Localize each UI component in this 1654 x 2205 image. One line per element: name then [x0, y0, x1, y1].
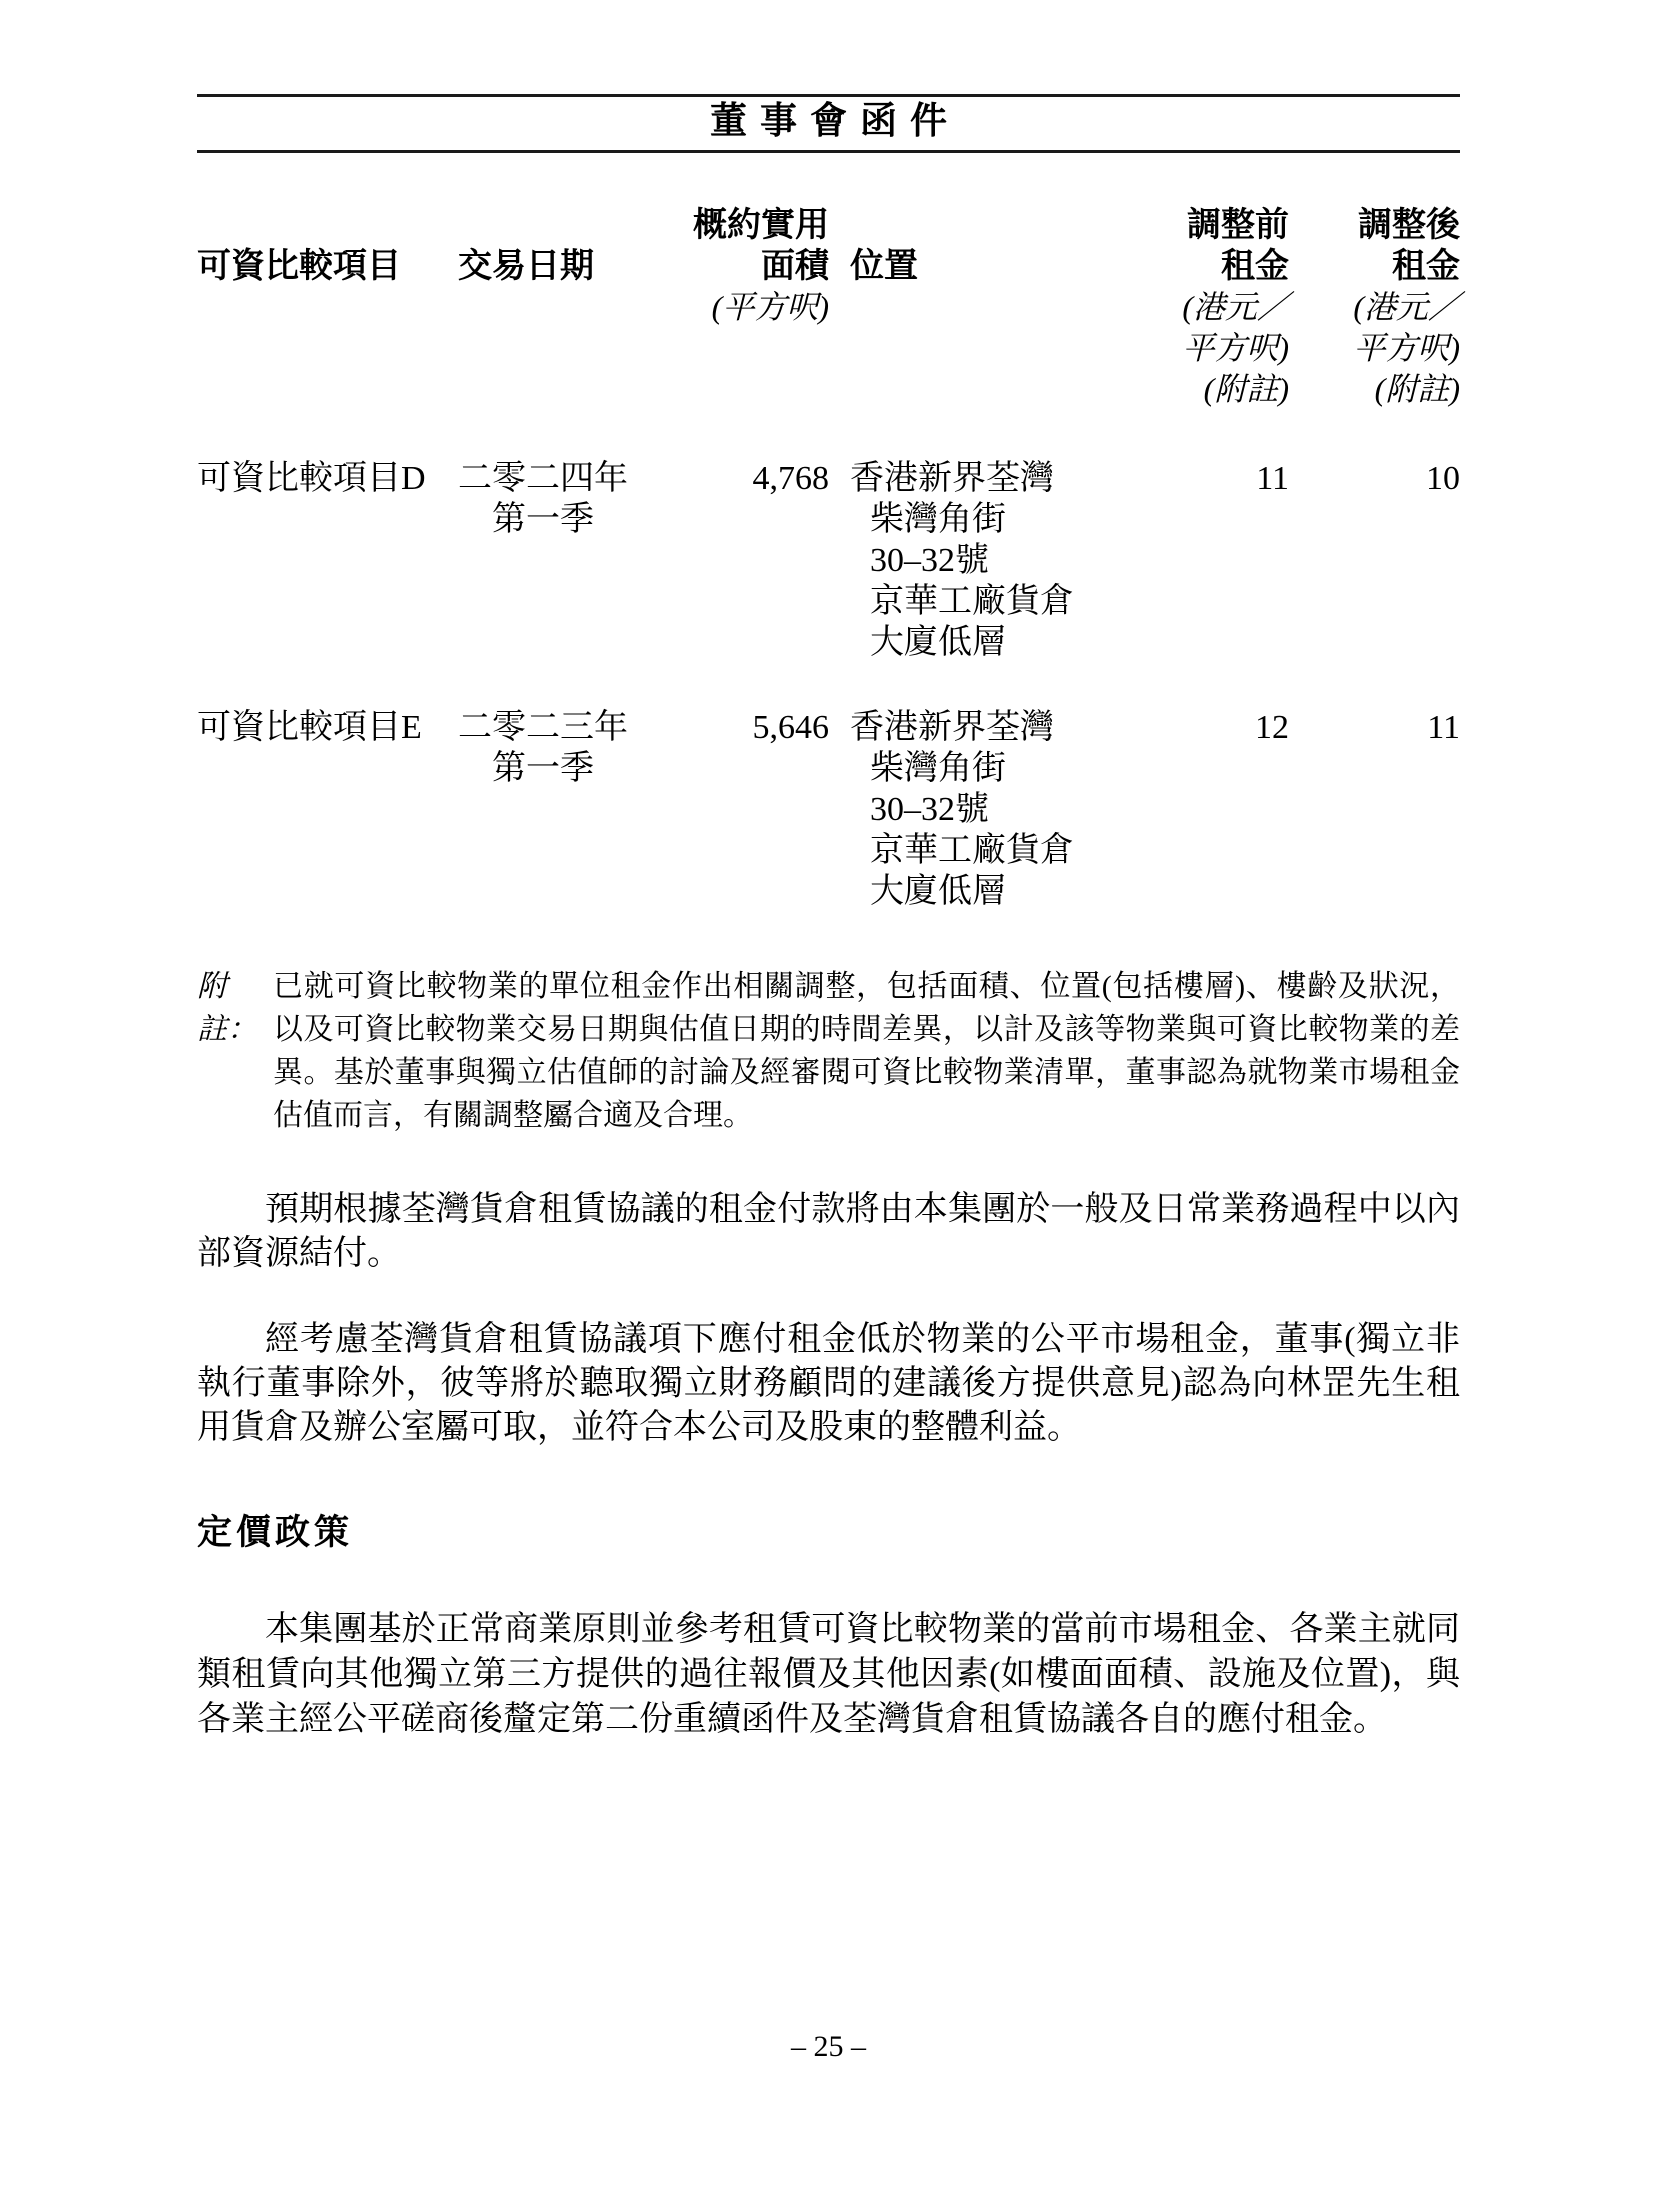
table-row	[197, 707, 1460, 912]
cell-rent-after: 10	[1426, 460, 1460, 497]
note-block	[197, 965, 1460, 1137]
header-item: 可資比較項目	[197, 248, 401, 285]
header-date: 交易日期	[458, 248, 594, 285]
cell-area: 5,646	[752, 709, 829, 746]
note-label: 附註：	[197, 970, 257, 1046]
page-title: 董事會函件	[710, 101, 960, 142]
cell-area: 4,768	[752, 460, 829, 497]
paragraph: 經考慮荃灣貨倉租賃協議項下應付租金低於物業的公平市場租金，董事(獨立非執行董事除外，彼等將於聽取獨立財務顧問的建議後方提供意見)認為向林罡先生租用貨倉及辦公室屬可取，並符合本公司及股東的整體利益。	[197, 1321, 1460, 1446]
cell-item: 可資比較項目E	[197, 709, 422, 746]
cell-date	[458, 458, 638, 663]
cell-rent-after: 11	[1427, 709, 1460, 746]
table-row	[197, 458, 1460, 663]
table-header	[197, 205, 1460, 410]
paragraph: 本集團基於正常商業原則並參考租賃可資比較物業的當前市場租金、各業主就同類租賃向其他獨立第三方提供的過往報價及其他因素(如樓面面積、設施及位置)，與各業主經公平磋商後釐定第二份重續函件及荃灣貨倉租賃協議各自的應付租金。	[197, 1611, 1460, 1738]
header-rent-before: 調整前 租金 (港元／ 平方呎) (附註)	[1182, 207, 1289, 407]
note-text: 已就可資比較物業的單位租金作出相關調整，包括面積、位置(包括樓層)、樓齡及狀況，以及可資比較物業交易日期與估值日期的時間差異，以計及該等物業與可資比較物業的差異。基於董事與獨立估值師的討論及經審閱可資比較物業清單，董事認為就物業市場租金估值而言，有關調整屬合適及合理。	[273, 970, 1460, 1132]
header-area: 概約實用 面積 (平方呎)	[693, 207, 829, 325]
cell-rent-before: 11	[1256, 460, 1289, 497]
cell-location: 香港新界荃灣 柴灣角街 30–32號 京華工廠貨倉 大廈低層	[850, 460, 1074, 661]
cell-item: 可資比較項目D	[197, 460, 426, 497]
title-rule-bottom	[197, 150, 1460, 153]
paragraph: 預期根據荃灣貨倉租賃協議的租金付款將由本集團於一般及日常業務過程中以內部資源結付。	[197, 1191, 1460, 1272]
date-block: 二零二四年 第一季	[458, 460, 628, 538]
page-number: – 25 –	[791, 2030, 866, 2063]
cell-date	[458, 707, 638, 912]
cell-location: 香港新界荃灣 柴灣角街 30–32號 京華工廠貨倉 大廈低層	[850, 709, 1074, 910]
cell-rent-before: 12	[1255, 709, 1289, 746]
section-heading: 定價政策	[197, 1513, 354, 1552]
page-content	[197, 0, 1460, 2205]
header-rent-after: 調整後 租金 (港元／ 平方呎) (附註)	[1353, 207, 1460, 407]
header-location: 位置	[850, 248, 918, 285]
date-block: 二零二三年 第一季	[458, 709, 628, 787]
title-rule-top	[197, 94, 1460, 97]
